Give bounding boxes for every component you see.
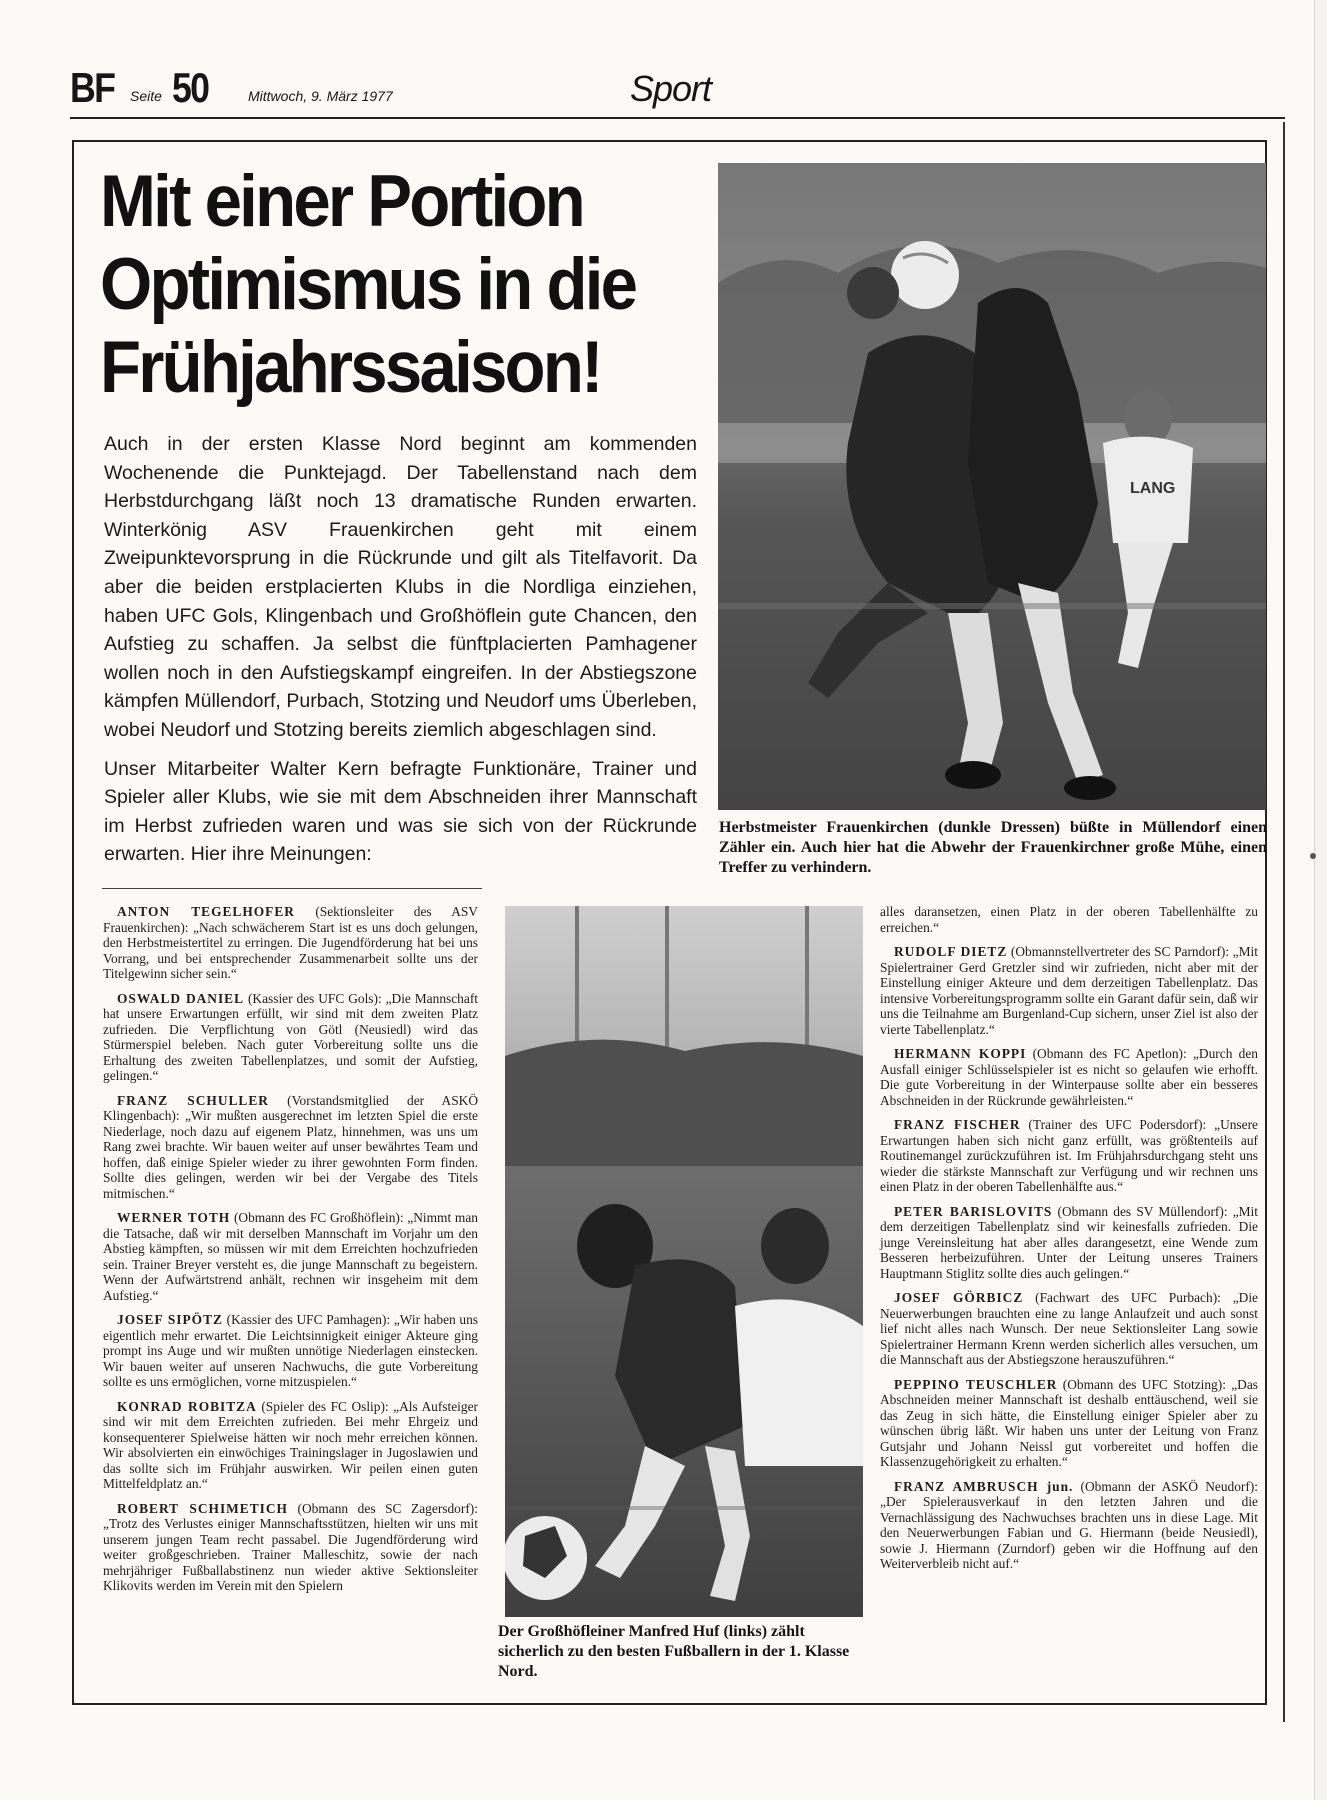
section-title: Sport: [630, 68, 712, 109]
quote-text: (Kassier des UFC Pamhagen): „Wir haben uns eigentlich mehr erwartet. Die Leichtsinnigkeit einiger Akteure ging prompt ins Auge und wir mußten unnötige Niederlagen einstecken. Wir bauen weiter auf unseren Nachwuchs, die gute Vorbereitung sollte es uns ermöglichen, vorne mitzuspielen.“: [103, 1312, 478, 1389]
quote-paragraph: [103, 1399, 478, 1492]
quote-paragraph: [103, 991, 478, 1084]
quote-paragraph: [103, 1210, 478, 1303]
lead-paragraph: Auch in der ersten Klasse Nord beginnt am kommenden Wochenende die Punktejagd. Der Tabellenstand nach dem Herbstdurchgang läßt noch 13 dramatische Runden erwarten. Winterkönig ASV Frauenkirchen geht mit einem Zweipunktevorsprung in die Rückrunde und gilt als Titelfavorit. Da aber die beiden erstplacierten Klubs in die Nordliga einziehen, haben UFC Gols, Klingenbach und Großhöflein gute Chancen, den Aufstieg zu schaffen. Ja selbst die fünftplacierten Pamhagener wollen noch in den Aufstiegskampf eingreifen. In der Abstiegszone kämpfen Müllendorf, Purbach, Stotzing und Neudorf ums Überleben, wobei Neudorf und Stotzing bereits ziemlich abgeschlagen sind.: [104, 433, 697, 741]
issue-date: Mittwoch, 9. März 1977: [248, 88, 393, 104]
column-separator: [102, 888, 482, 889]
quote-name: WERNER TOTH: [117, 1210, 231, 1225]
lead-paragraph: Unser Mitarbeiter Walter Kern befragte Funktionäre, Trainer und Spieler aller Klubs, wie sie mit dem Abschneiden ihrer Mannschaft im Herbst zufrieden waren und was sie sich von der Rückrunde erwarten. Hier ihre Meinungen:: [104, 757, 697, 866]
quote-name: ROBERT SCHIMETICH: [117, 1500, 288, 1516]
quote-text: (Sektionsleiter des ASV Frauenkirchen): „Nach schwächerem Start ist es uns doch gelungen, den Herbstmeistertitel zu erringen. Die Jugendförderung hat bei uns Vorrang, und bei entsprechender Zusammenarbeit sollte uns der Titelgewinn sicher sein.“: [103, 904, 478, 981]
quote-paragraph: [880, 1479, 1258, 1572]
quote-text: (Vorstandsmitglied der ASKÖ Klingenbach): „Wir mußten ausgerechnet im letzten Spiel die erste Niederlage, noch dazu auf eigenem Platz, hinnehmen, was uns um Rang zwei brachte. Wir bauen weiter auf unser bewährtes Team und hoffen, daß einige Spieler wieder zu ihrer gewohnten Form finden. Sollte dies gelingen, werden wir bei der Vergabe des Titels mitmischen.“: [103, 1092, 478, 1201]
page-header: [70, 60, 1285, 118]
quote-paragraph: [103, 904, 478, 982]
quote-name: PEPPINO TEUSCHLER: [894, 1376, 1058, 1392]
headline-line: Optimismus in die: [100, 244, 636, 325]
quote-name: HERMANN KOPPI: [894, 1046, 1027, 1061]
photo-player-huf: [505, 906, 863, 1617]
quote-text: (Trainer des UFC Podersdorf): „Unsere Erwartungen haben sich nicht ganz erfüllt, was größtenteils auf Routinemangel zurückzuführen ist. Im Frühjahrsdurchgang steht uns wieder die stärkste Mannschaft zur Verfügung und wir rechnen uns einen Platz in der oberen Tabellenhälfte aus.“: [880, 1117, 1258, 1194]
quote-name: ANTON TEGELHOFER: [117, 904, 295, 919]
quote-name: PETER BARISLOVITS: [894, 1203, 1053, 1219]
margin-mark: [1310, 853, 1316, 859]
quote-text: (Obmann des FC Großhöflein): „Nimmt man die Tatsache, daß wir mit derselben Mannschaft im Vorjahr um den Abstieg kämpften, so müssen wir mit dem Erreichten hochzufrieden sein. Trainer Breyer versteht es, die junge Mannschaft zu begeistern. Wenn der Aufwärtstrend anhält, rechnen wir insgeheim mit dem Aufstieg.“: [103, 1210, 478, 1303]
headline-line: Frühjahrssaison!: [100, 327, 601, 408]
quote-name: JOSEF SIPÖTZ: [117, 1312, 223, 1327]
quote-text: (Obmann des FC Apetlon): „Durch den Ausfall einiger Schlüsselspieler ist es nicht so gelaufen wie erhofft. Die gute Vorbereitung in der Winterpause sollte aber ein besseres Abschneiden in der Rückrunde gewährleisten.“: [880, 1046, 1258, 1108]
headline: [100, 160, 661, 409]
photo-heading-duel: [718, 163, 1266, 810]
quote-paragraph: [880, 1117, 1258, 1195]
quote-paragraph: [880, 1377, 1258, 1470]
paper-logo: BF: [70, 64, 115, 111]
quote-name: FRANZ AMBRUSCH jun.: [894, 1478, 1074, 1494]
quotes-left-column: [103, 904, 478, 1603]
seite-label: Seite: [130, 88, 162, 104]
headline-line: Mit einer Portion: [100, 161, 583, 242]
quote-text: (Obmann des SV Müllendorf): „Mit dem derzeitigen Tabellenplatz sind wir keinesfalls zufrieden. Die junge Vereinsleitung hat aber alles darangesetzt, eine Wende zum Besseren herbeizuführen. Unter der Leitung unseres Trainers Hauptmann Stiglitz sollte dies auch gelingen.“: [880, 1203, 1258, 1281]
quotes-right-column: [880, 904, 1258, 1581]
quote-text: (Obmannstellvertreter des SC Parndorf): „Mit Spielertrainer Gerd Gretzler sind wir zufrieden, nicht aber mit der Einstellung einiger Akteure und dem derzeitigen Tabellenplatz. Das intensive Vorbereitungsprogramm sollte ein Garant dafür sein, daß wir uns die Teilnahme am Burgenland-Cup sichern, unser Ziel ist also der vierte Tabellenplatz.“: [880, 944, 1258, 1037]
quote-text: (Kassier des UFC Gols): „Die Mannschaft hat unsere Erwartungen erfüllt, wir sind mit dem zweiten Platz zufrieden. Die Verpflichtung von Götl (Neusiedl) wird das Stürmerspiel beleben. Nach guter Vorbereitung sollte uns die Erhaltung des zweiten Tabellenplatzes, und somit der Aufstieg, gelingen.“: [103, 990, 478, 1083]
photo-caption: Der Großhöfleiner Manfred Huf (links) zählt sicherlich zu den besten Fußballern in der 1. Klasse Nord.: [498, 1623, 850, 1680]
lead-text: [104, 430, 697, 879]
quote-text: (Obmann des SC Zagersdorf): „Trotz des Verlustes einiger Mannschaftsstützen, hielten wir uns mit unserem jungen Team recht passabel. Die Jugendförderung wird weiter großgeschrieben. Trainer Malleschitz, sowie der nach mehrjähriger Fußballabstinenz nun wieder aktive Sektionsleiter Klikovits werden im Verein mit den Spielern: [103, 1500, 478, 1593]
quote-text: (Obmann der ASKÖ Neudorf): „Der Spielerausverkauf in den letzten Jahren und die Vernachlässigung des Nachwuchses brachten uns in diese Lage. Mit den Neuerwerbungen Fabian und G. Hiermann (beide Neusiedl), sowie J. Hiermann (Zurndorf) geben wir die Hoffnung auf den Weiterverbleib nicht auf.“: [880, 1478, 1258, 1571]
quote-text: (Obmann des UFC Stotzing): „Das Abschneiden meiner Mannschaft ist deshalb enttäuschend, weil sie das Zeug in sich hätte, die Einstellung einiger Spieler aber zu wünschen übrig läßt. Wir haben uns unter der Leitung von Franz Gutsjahr und Johann Neissl gut vorbereitet und hoffen die Klassenzugehörigkeit zu erhalten.“: [880, 1376, 1259, 1469]
page-number: 50: [172, 64, 209, 111]
photo-shirt-text: LANG: [1130, 480, 1176, 497]
quote-continuation: alles daransetzen, einen Platz in der oberen Tabellenhälfte zu erreichen.“: [880, 904, 1258, 935]
photo-caption: Herbstmeister Frauenkirchen (dunkle Dressen) büßte in Müllendorf einen Zähler ein. Auch hier hat die Abwehr der Frauenkirchner große Mühe, einen Treffer zu verhindern.: [719, 819, 1267, 876]
quote-name: RUDOLF DIETZ: [894, 944, 1008, 959]
quote-paragraph: [880, 1204, 1258, 1282]
quote-name: FRANZ FISCHER: [894, 1117, 1021, 1132]
quote-name: OSWALD DANIEL: [117, 990, 245, 1006]
quote-paragraph: [103, 1312, 478, 1390]
quote-text: (Fachwart des UFC Purbach): „Die Neuerwerbungen brauchten eine zu lange Anlaufzeit und auch sonst lief nicht alles nach Wunsch. Der neue Sektionsleiter Lang sowie Spielertrainer Hermann Krenn werden sicherlich alles versuchen, um die Mannschaft aus der Abstiegszone herauszuführen.“: [880, 1290, 1258, 1367]
frame-right-line: [1283, 122, 1285, 1722]
quote-text: (Spieler des FC Oslip): „Als Aufsteiger sind wir mit dem Erreichten zufrieden. Bei mehr Ehrgeiz und konsequenterer Spielweise hätten wir noch mehr erreichen können. Wir absolvierten ein einwöchiges Trainingslager in Jugoslawien und das sollte sich im Frühjahr auswirken. Wir peilen einen guten Mittelfeldplatz an.“: [103, 1398, 478, 1491]
quote-paragraph: [880, 1290, 1258, 1368]
quote-paragraph: [880, 1046, 1258, 1108]
quote-paragraph: [103, 1093, 478, 1202]
header-rule: [70, 117, 1285, 119]
quote-name: KONRAD ROBITZA: [117, 1398, 257, 1414]
quote-name: FRANZ SCHULLER: [117, 1092, 269, 1108]
quote-name: JOSEF GÖRBICZ: [894, 1290, 1024, 1305]
quote-paragraph: [103, 1501, 478, 1594]
page-edge: [1314, 0, 1327, 1800]
quote-paragraph: [880, 944, 1258, 1037]
